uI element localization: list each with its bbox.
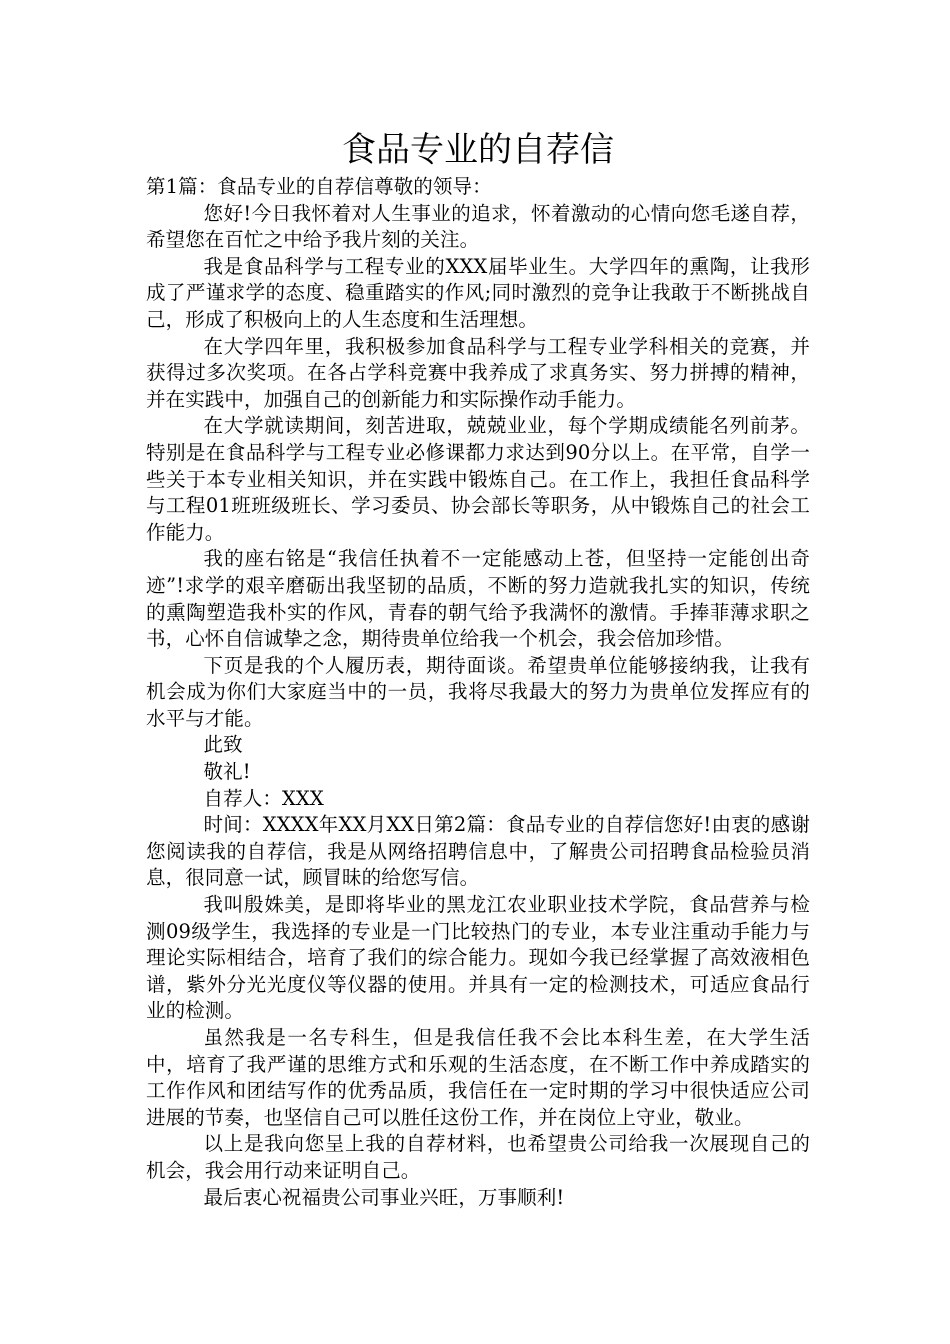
body-paragraph: 我叫殷姝美，是即将毕业的黑龙江农业职业技术学院，食品营养与检测09级学生，我选择的专业是一门比较热门的专业，本专业注重动手能力与理论实际相结合，培育了我们的综合能力。现如今我已经掌握了高效液相色谱，紫外分光光度仪等仪器的使用。并具有一定的检测技术，可适应食品行业的检测。: [146, 893, 810, 1023]
body-paragraph: 最后衷心祝福贵公司事业兴旺，万事顺利!: [203, 1185, 565, 1209]
body-paragraph: 下页是我的个人履历表，期待面谈。希望贵单位能够接纳我，让我有机会成为你们大家庭当中的一员，我将尽我最大的努力为贵单位发挥应有的水平与才能。: [146, 653, 810, 730]
body-paragraph: 以上是我向您呈上我的自荐材料，也希望贵公司给我一次展现自己的机会，我会用行动来证明自己。: [146, 1132, 810, 1182]
body-paragraph: 在大学四年里，我积极参加食品科学与工程专业学科相关的竞赛，并获得过多次奖项。在各占学科竞赛中我养成了求真务实、努力拼搏的精神，并在实践中，加强自己的创新能力和实际操作动手能力。: [146, 334, 810, 411]
body-paragraph: 第1篇：食品专业的自荐信尊敬的领导：: [146, 175, 492, 198]
body-paragraph: 您好!今日我怀着对人生事业的追求，怀着激动的心情向您毛遂自荐，希望您在百忙之中给予我片刻的关注。: [146, 201, 810, 252]
body-paragraph: 自荐人：XXX: [203, 786, 324, 810]
document-page: [146, 128, 810, 1211]
document-title: 食品专业的自荐信: [342, 130, 614, 170]
document-body: [146, 174, 810, 1211]
body-paragraph: 我是食品科学与工程专业的XXX届毕业生。大学四年的熏陶，让我形成了严谨求学的态度、稳重踏实的作风;同时激烈的竞争让我敢于不断挑战自己，形成了积极向上的人生态度和生活理想。: [146, 254, 810, 331]
body-paragraph: 在大学就读期间，刻苦进取，兢兢业业，每个学期成绩能名列前茅。特别是在食品科学与工程专业必修课都力求达到90分以上。在平常，自学一些关于本专业相关知识，并在实践中锻炼自己。在工作上，我担任食品科学与工程01班班级班长、学习委员、协会部长等职务，从中锻炼自己的社会工作能力。: [146, 414, 810, 544]
body-paragraph: 虽然我是一名专科生，但是我信任我不会比本科生差，在大学生活中，培育了我严谨的思维方式和乐观的生活态度，在不断工作中养成踏实的工作作风和团结写作的优秀品质，我信任在一定时期的学习中很快适应公司进展的节奏，也坚信自己可以胜任这份工作，并在岗位上守业，敬业。: [146, 1026, 810, 1129]
body-paragraph: 时间：XXXX年XX月XX日第2篇：食品专业的自荐信您好!由衷的感谢您阅读我的自荐信，我是从网络招聘信息中，了解贵公司招聘食品检验员消息，很同意一试，顾冒昧的给您写信。: [146, 813, 810, 890]
body-paragraph: 我的座右铭是“我信任执着不一定能感动上苍，但坚持一定能创出奇迹”!求学的艰辛磨砺出我坚韧的品质，不断的努力造就我扎实的知识，传统的熏陶塑造我朴实的作风，青春的朝气给予我满怀的激情。手捧菲薄求职之书，心怀自信诚挚之念，期待贵单位给我一个机会，我会倍加珍惜。: [146, 547, 810, 651]
body-paragraph: 此致: [203, 733, 243, 757]
body-paragraph: 敬礼!: [203, 760, 251, 784]
